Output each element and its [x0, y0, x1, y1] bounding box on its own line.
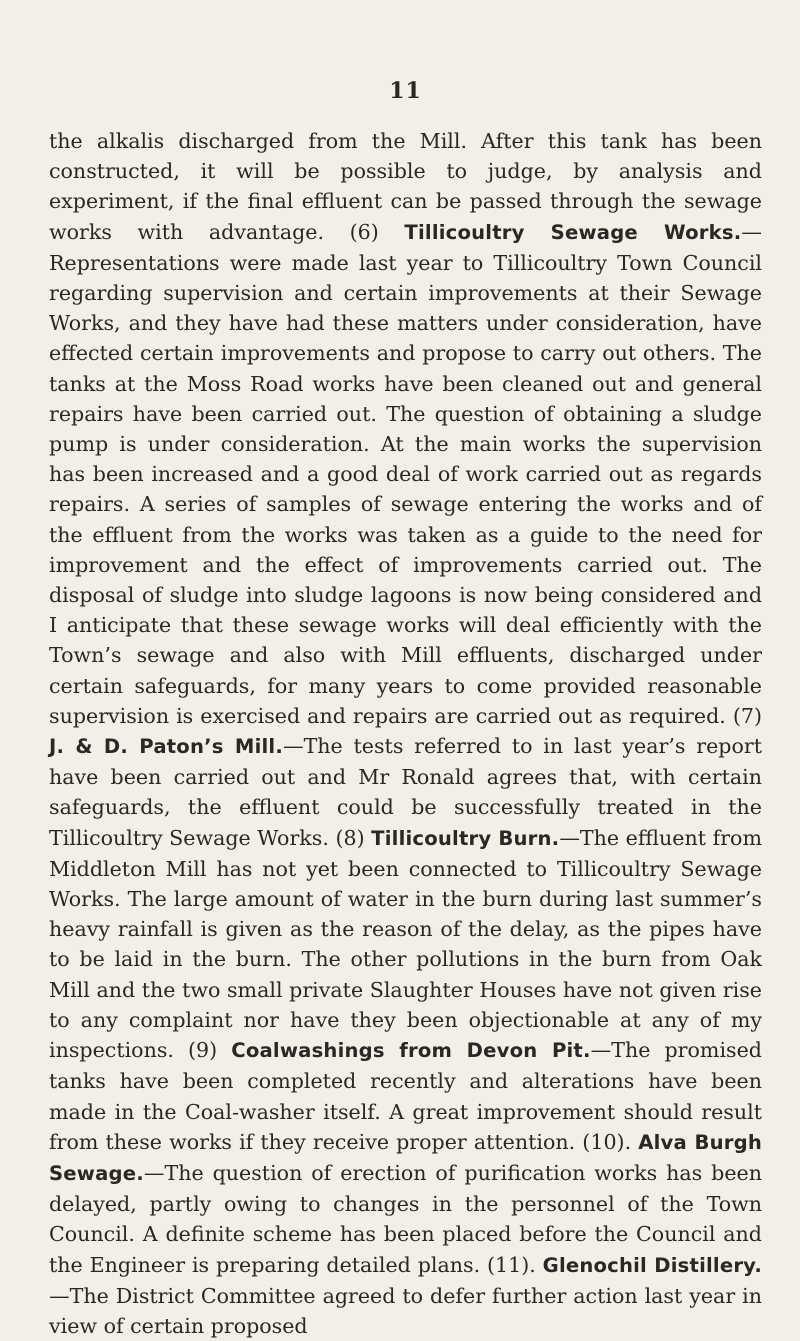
paragraph-text: —The question of erection of purification works has been delayed, partly owing to changes in the personnel of the Town Council. A definite scheme has been placed before the Council and the Engineer is preparing detailed plans. (11). [49, 1160, 762, 1277]
section-heading: Tillicoultry Sewage Works. [404, 220, 742, 244]
section-heading: Glenochil Distillery. [542, 1253, 763, 1277]
section-heading: J. & D. Paton’s Mill. [49, 735, 283, 759]
body-paragraph [49, 126, 762, 1341]
paragraph-text: —Representations were made last year to Tillicoultry Town Council regarding supervision and certain improvements at their Sewage Works, and they have had these matters under consideration, have effected certain improvements and propose to carry out others. The tanks at the Moss Road works have been cleaned out and general repairs have been carried out. The question of obtaining a sludge pump is under consideration. At the main works the supervision has been increased and a good deal of work carried out as regards repairs. A series of samples of sewage entering the works and of the effluent from the works was taken as a guide to the need for improvement and the effect of improvements carried out. The disposal of sludge into sludge lagoons is now being considered and I anticipate that these sewage works will deal efficiently with the Town’s sewage and also with Mill effluents, discharged under certain safeguards, for many years to come provided reasonable supervision is exercised and repairs are carried out as required. (7) [49, 219, 762, 728]
section-heading: Coalwashings from Devon Pit. [231, 1039, 591, 1063]
paragraph-text: —The District Committee agreed to defer further action last year in view of certain proposed [49, 1283, 762, 1338]
paragraph-text: —The effluent from Middleton Mill has not yet been connected to Tillicoultry Sewage Works. The large amount of water in the burn during last summer’s heavy rainfall is given as the reason of the delay, as the pipes have to be laid in the burn. The other pollutions in the burn from Oak Mill and the two small private Slaughter Houses have not given rise to any complaint nor have they been objectionable at any of my inspections. (9) [49, 825, 762, 1063]
paragraph-text: the alkalis discharged from the Mill. After this tank has been constructed, it will be possible to judge, by analysis and experiment, if the final effluent can be passed through the sewage works with advantage. (6) [49, 129, 762, 244]
section-heading: Alva Burgh Sewage. [49, 1130, 763, 1185]
paragraph-text: —The tests referred to in last year’s report have been carried out and Mr Ronald agrees that, with certain safeguards, the effluent could be successfully treated in the Tillicoultry Sewage Works. (8) [49, 734, 762, 850]
section-heading: Tillicoultry Burn. [371, 826, 560, 850]
page-number: 11 [389, 78, 422, 104]
paragraph-text: —The promised tanks have been completed recently and alterations have been made in the Coal-washer itself. A great improvement should result from these works if they receive proper attention. (10). [49, 1038, 762, 1154]
